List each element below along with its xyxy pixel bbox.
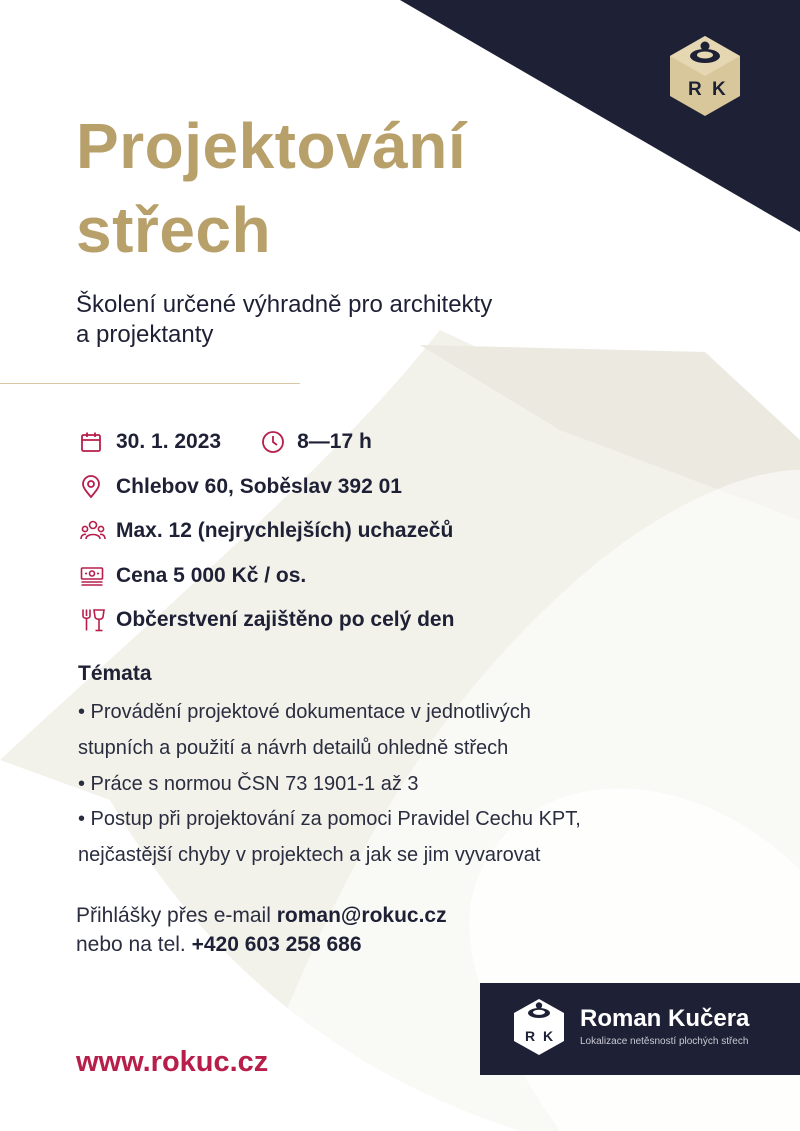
contact-phone[interactable]: +420 603 258 686 (191, 933, 362, 956)
logo-letter-k: K (712, 79, 726, 100)
divider-line (0, 383, 300, 384)
people-icon (80, 519, 106, 543)
title-line-2: střech (76, 194, 272, 266)
clock-icon (261, 430, 287, 454)
brand-logo-letter-k: K (543, 1028, 554, 1044)
event-price: Cena 5 000 Kč / os. (116, 564, 307, 587)
address-row (80, 473, 402, 501)
subtitle-line-1: Školení určené výhradně pro architekty (76, 291, 493, 318)
event-address: Chlebov 60, Soběslav 392 01 (116, 475, 402, 498)
event-date: 30. 1. 2023 (116, 430, 222, 453)
contact-email-prefix: Přihlášky přes e-mail (76, 904, 277, 927)
location-pin-icon (80, 475, 106, 499)
topic-line: • Práce s normou ČSN 73 1901-1 až 3 (78, 773, 419, 795)
capacity-row (80, 517, 453, 545)
website-link[interactable]: www.rokuc.cz (76, 1046, 269, 1078)
brand-logo-letter-r: R (525, 1028, 536, 1044)
event-capacity: Max. 12 (nejrychlejších) uchazečů (116, 519, 454, 542)
contact-phone-prefix: nebo na tel. (76, 933, 192, 956)
banknote-icon (80, 564, 106, 588)
topic-line: • Provádění projektové dokumentace v jednotlivých (78, 701, 531, 723)
page-title (76, 104, 466, 272)
catering-row (80, 606, 454, 634)
topics-heading: Témata (78, 662, 152, 685)
brand-logo-icon (512, 997, 566, 1057)
event-catering: Občerstvení zajištěno po celý den (116, 608, 455, 631)
calendar-icon (80, 430, 106, 454)
contact-email-line (76, 904, 447, 928)
subtitle (76, 290, 492, 350)
topic-line: nejčastější chyby v projektech a jak se jim vyvarovat (78, 844, 541, 866)
logo-letter-r: R (688, 79, 702, 100)
subtitle-line-2: a projektanty (76, 321, 214, 348)
event-time: 8—17 h (297, 430, 372, 453)
contact-email[interactable]: roman@rokuc.cz (276, 904, 447, 927)
topic-line: stupních a použití a návrh detailů ohledně střech (78, 737, 509, 759)
brand-name: Roman Kučera (580, 1005, 750, 1032)
glass-fork-icon (80, 608, 106, 632)
date-row (80, 428, 372, 456)
rk-logo-icon (668, 34, 742, 118)
price-row (80, 562, 306, 590)
topic-line: • Postup při projektování za pomoci Pravidel Cechu KPT, (78, 808, 581, 830)
title-line-1: Projektování (76, 110, 467, 182)
contact-phone-line (76, 933, 362, 957)
brand-tagline: Lokalizace netěsností plochých střech (580, 1036, 749, 1047)
brand-box (480, 983, 800, 1075)
